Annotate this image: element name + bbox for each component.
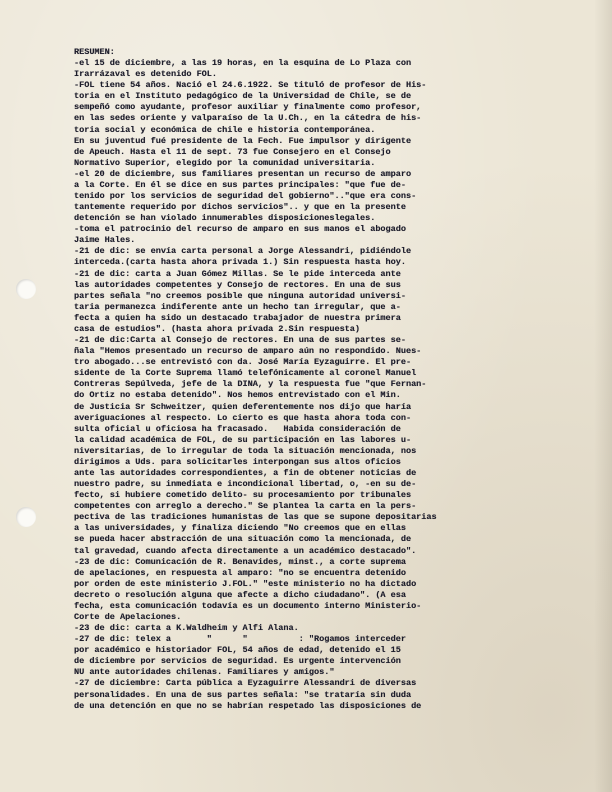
text-line: tantemente requerido por dichos servicios".. y que en la presente xyxy=(74,202,406,213)
text-line: tal gravedad, cuando afecta directamente a un académico destacado". xyxy=(74,545,417,556)
text-line: niversitarias, de lo irregular de toda la situación mencionada, nos xyxy=(74,445,417,456)
text-line: personalidades. En una de sus partes señala: "se trataría sin duda xyxy=(74,689,412,700)
text-line: Normativo Superior, elegido por la comunidad universitaria. xyxy=(74,157,376,168)
text-line: de una detención en que no se habrían respetado las disposiciones de xyxy=(74,700,422,711)
text-line: toria social y económica de chile e historia contemporánea. xyxy=(74,124,376,135)
text-line: fecha, esta comunicación todavía es un documento interno Ministerio- xyxy=(74,600,422,611)
text-line: partes señala "no creemos posible que ninguna autoridad universi- xyxy=(74,290,406,301)
punch-hole xyxy=(16,507,36,527)
text-line: sidente de la Corte Suprema llamó telefónicamente al coronel Manuel xyxy=(74,368,417,379)
text-line: nuestro padre, su inmediata e incondicional libertad, o, -en su de- xyxy=(74,479,417,490)
text-line: ñala "Hemos presentado un recurso de amparo aún no respondido. Nues- xyxy=(74,346,422,357)
text-line: a la Corte. En él se dice en sus partes principales: "que fue de- xyxy=(74,179,406,190)
text-line: tro abogado...se entrevistó con da. José María Eyzaguirre. El pre- xyxy=(74,357,412,368)
page-edge-shadow xyxy=(594,0,612,792)
text-line: -23 de dic: carta a K.Waldheim y Alfi Alana. xyxy=(74,623,299,634)
text-line: Corte de Apelaciones. xyxy=(74,611,182,622)
text-line: -21 de dic: carta a Juan Gómez Millas. Se le pide interceda ante xyxy=(74,268,401,279)
text-line: tenido por los servicios de seguridad del gobierno".."que era cons- xyxy=(74,191,417,202)
text-line: NU ante autoridades chilenas. Familiares y amigos." xyxy=(74,667,335,678)
text-line: -21 de dic:Carta al Consejo de rectores. En una de sus partes se- xyxy=(74,335,406,346)
text-line: -FOL tiene 54 años. Nació el 24.6.1922. Se tituló de profesor de His- xyxy=(74,80,427,91)
text-line: interceda.(carta hasta ahora privada 1.) Sin respuesta hasta hoy. xyxy=(74,257,406,268)
text-line: Contreras Sepúlveda, jefe de la DINA, y la respuesta fue "que Fernan- xyxy=(74,379,427,390)
text-line: a las universidades, y finaliza diciendo "No creemos que en ellas xyxy=(74,523,406,534)
text-line: la calidad académica de FOL, de su participación en las labores u- xyxy=(74,434,412,445)
text-line: Irarrázaval es detenido FOL. xyxy=(74,69,217,80)
text-line: detención se han violado innumerables disposicioneslegales. xyxy=(74,213,376,224)
text-line: pectiva de las tradiciones humanistas de las que se supone depositarias xyxy=(74,512,437,523)
text-line: de apelaciones, en respuesta al amparo: "no se encuentra detenido xyxy=(74,567,406,578)
text-line: fecta a quien ha sido un destacado trabajador de nuestra primera xyxy=(74,312,401,323)
text-line: casa de estudios". (hasta ahora prívada 2.Sin respuesta) xyxy=(74,323,360,334)
text-line: En su juventud fué presidente de la Fech. Fue impulsor y dirigente xyxy=(74,135,412,146)
text-line: por orden de este ministerio J.FOL." "este ministerio no ha dictado xyxy=(74,578,417,589)
punch-hole xyxy=(16,279,36,299)
text-line: -el 15 de diciembre, a las 19 horas, en la esquina de Lo Plaza con xyxy=(74,58,412,69)
text-line: decreto o resolución alguna que afecte a dicho ciudadano". (A esa xyxy=(74,589,406,600)
text-line: se pueda hacer abstracción de una situación como la mencionada, de xyxy=(74,534,412,545)
text-line: dirigimos a Uds. para solicitarles interpongan sus altos oficios xyxy=(74,456,401,467)
document-heading: RESUMEN: xyxy=(74,47,115,57)
text-line: -el 20 de diciembre, sus familiares presentan un recurso de amparo xyxy=(74,168,412,179)
text-line: -23 de dic: Comunicación de R. Benavides, minst., a corte suprema xyxy=(74,556,406,567)
text-line: -toma el patrocinio del recurso de amparo en sus manos el abogado xyxy=(74,224,406,235)
text-line: de Justicia Sr Schweitzer, quien deferentemente nos dijo que haría xyxy=(74,401,412,412)
typewritten-text-block xyxy=(74,47,574,712)
text-line: fecto, si hubiere cometido delito- su procesamiento por tribunales xyxy=(74,490,412,501)
text-line: -27 de diciembre: Carta pública a Eyzaguirre Alessandri de diversas xyxy=(74,678,417,689)
text-line: de Apeuch. Hasta el 11 de sept. 73 fue Consejero en el Consejo xyxy=(74,146,391,157)
text-line: por académico e historiador FOL, 54 años de edad, detenido el 15 xyxy=(74,645,401,656)
text-line: averiguaciones al respecto. Lo cierto es que hasta ahora toda con- xyxy=(74,412,412,423)
text-line: -21 de dic: se envía carta personal a Jorge Alessandri, pidiéndole xyxy=(74,246,412,257)
text-line: toria en el Instituto pedagógico de la Universidad de Chile, se de xyxy=(74,91,412,102)
text-line: taria permanezca indiferente ante un hecho tan irregular, que a- xyxy=(74,301,401,312)
text-line: las autoridades competentes y Consejo de rectores. En una de sus xyxy=(74,279,401,290)
text-line: sulta oficial u oficiosa ha fracasado. Habida consideración de xyxy=(74,423,401,434)
text-line: Jaime Hales. xyxy=(74,235,136,246)
text-line: de diciembre por servicios de seguridad. Es urgente intervención xyxy=(74,656,401,667)
text-line: competentes con arreglo a derecho." Se plantea la carta en la pers- xyxy=(74,501,417,512)
text-line: -27 de dic: telex a " " : "Rogamos interceder xyxy=(74,634,406,645)
text-line: sempeñó como ayudante, profesor auxiliar y finalmente como profesor, xyxy=(74,102,422,113)
text-line: en las sedes oriente y valparaíso de la U.Ch., en la cátedra de his- xyxy=(74,113,422,124)
text-line: ante las autoridades correspondientes, a fin de obtener noticias de xyxy=(74,467,417,478)
text-line: do Ortiz no estaba detenido". Nos hemos entrevistado con el Min. xyxy=(74,390,401,401)
